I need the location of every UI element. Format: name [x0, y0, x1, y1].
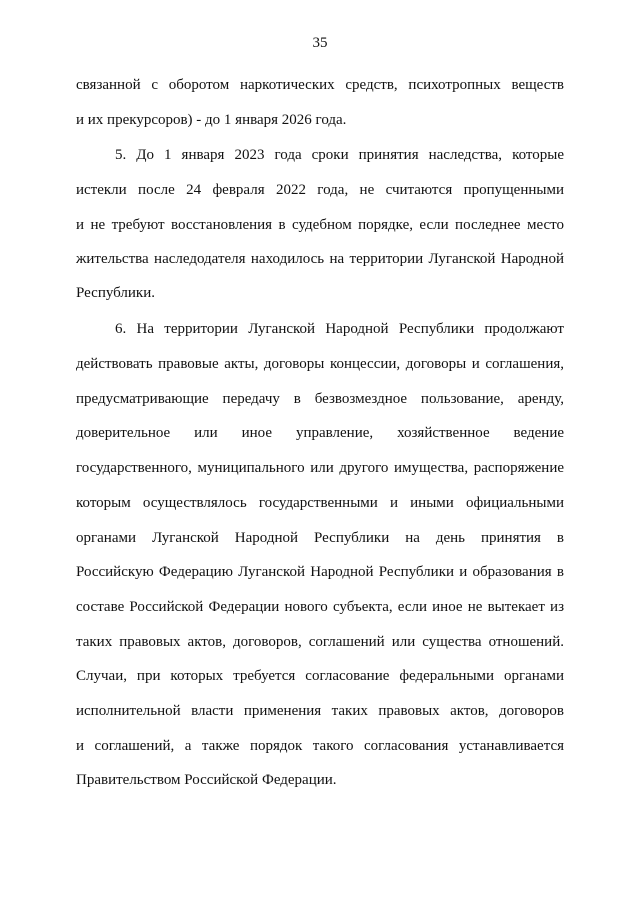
text-line: жительства наследодателя находилось на территории Луганской Народной [76, 251, 564, 267]
text-line: Случаи, при которых требуется согласование федеральными органами [76, 668, 564, 684]
text-line: Российскую Федерацию Луганской Народной Республики и образования в [76, 564, 564, 580]
text-line: и не требуют восстановления в судебном порядке, если последнее место [76, 217, 564, 233]
text-line: таких правовых актов, договоров, соглашений или существа отношений. [76, 634, 564, 650]
text-line: действовать правовые акты, договоры концессии, договоры и соглашения, [76, 356, 564, 372]
text-line: истекли после 24 февраля 2022 года, не считаются пропущенными [76, 182, 564, 198]
text-line: составе Российской Федерации нового субъекта, если иное не вытекает из [76, 599, 564, 615]
paragraph-6-first-line: 6. На территории Луганской Народной Республики продолжают [115, 321, 564, 337]
paragraph-5-first-line: 5. До 1 января 2023 года сроки принятия наследства, которые [115, 147, 564, 163]
text-line: и соглашений, а также порядок такого согласования устанавливается [76, 738, 564, 754]
text-line: исполнительной власти применения таких правовых актов, договоров [76, 703, 564, 719]
text-line: органами Луганской Народной Республики на день принятия в [76, 530, 564, 546]
text-line: и их прекурсоров) - до 1 января 2026 года. [76, 112, 347, 128]
text-line: доверительное или иное управление, хозяйственное ведение [76, 425, 564, 441]
text-line: связанной с оборотом наркотических средств, психотропных веществ [76, 77, 564, 93]
text-line: которым осуществлялось государственными и иными официальными [76, 495, 564, 511]
text-line: государственного, муниципального или другого имущества, распоряжение [76, 460, 564, 476]
text-line: предусматривающие передачу в безвозмездное пользование, аренду, [76, 391, 564, 407]
page-number: 35 [312, 35, 328, 51]
text-line: Правительством Российской Федерации. [76, 772, 337, 788]
text-line: Республики. [76, 285, 155, 301]
